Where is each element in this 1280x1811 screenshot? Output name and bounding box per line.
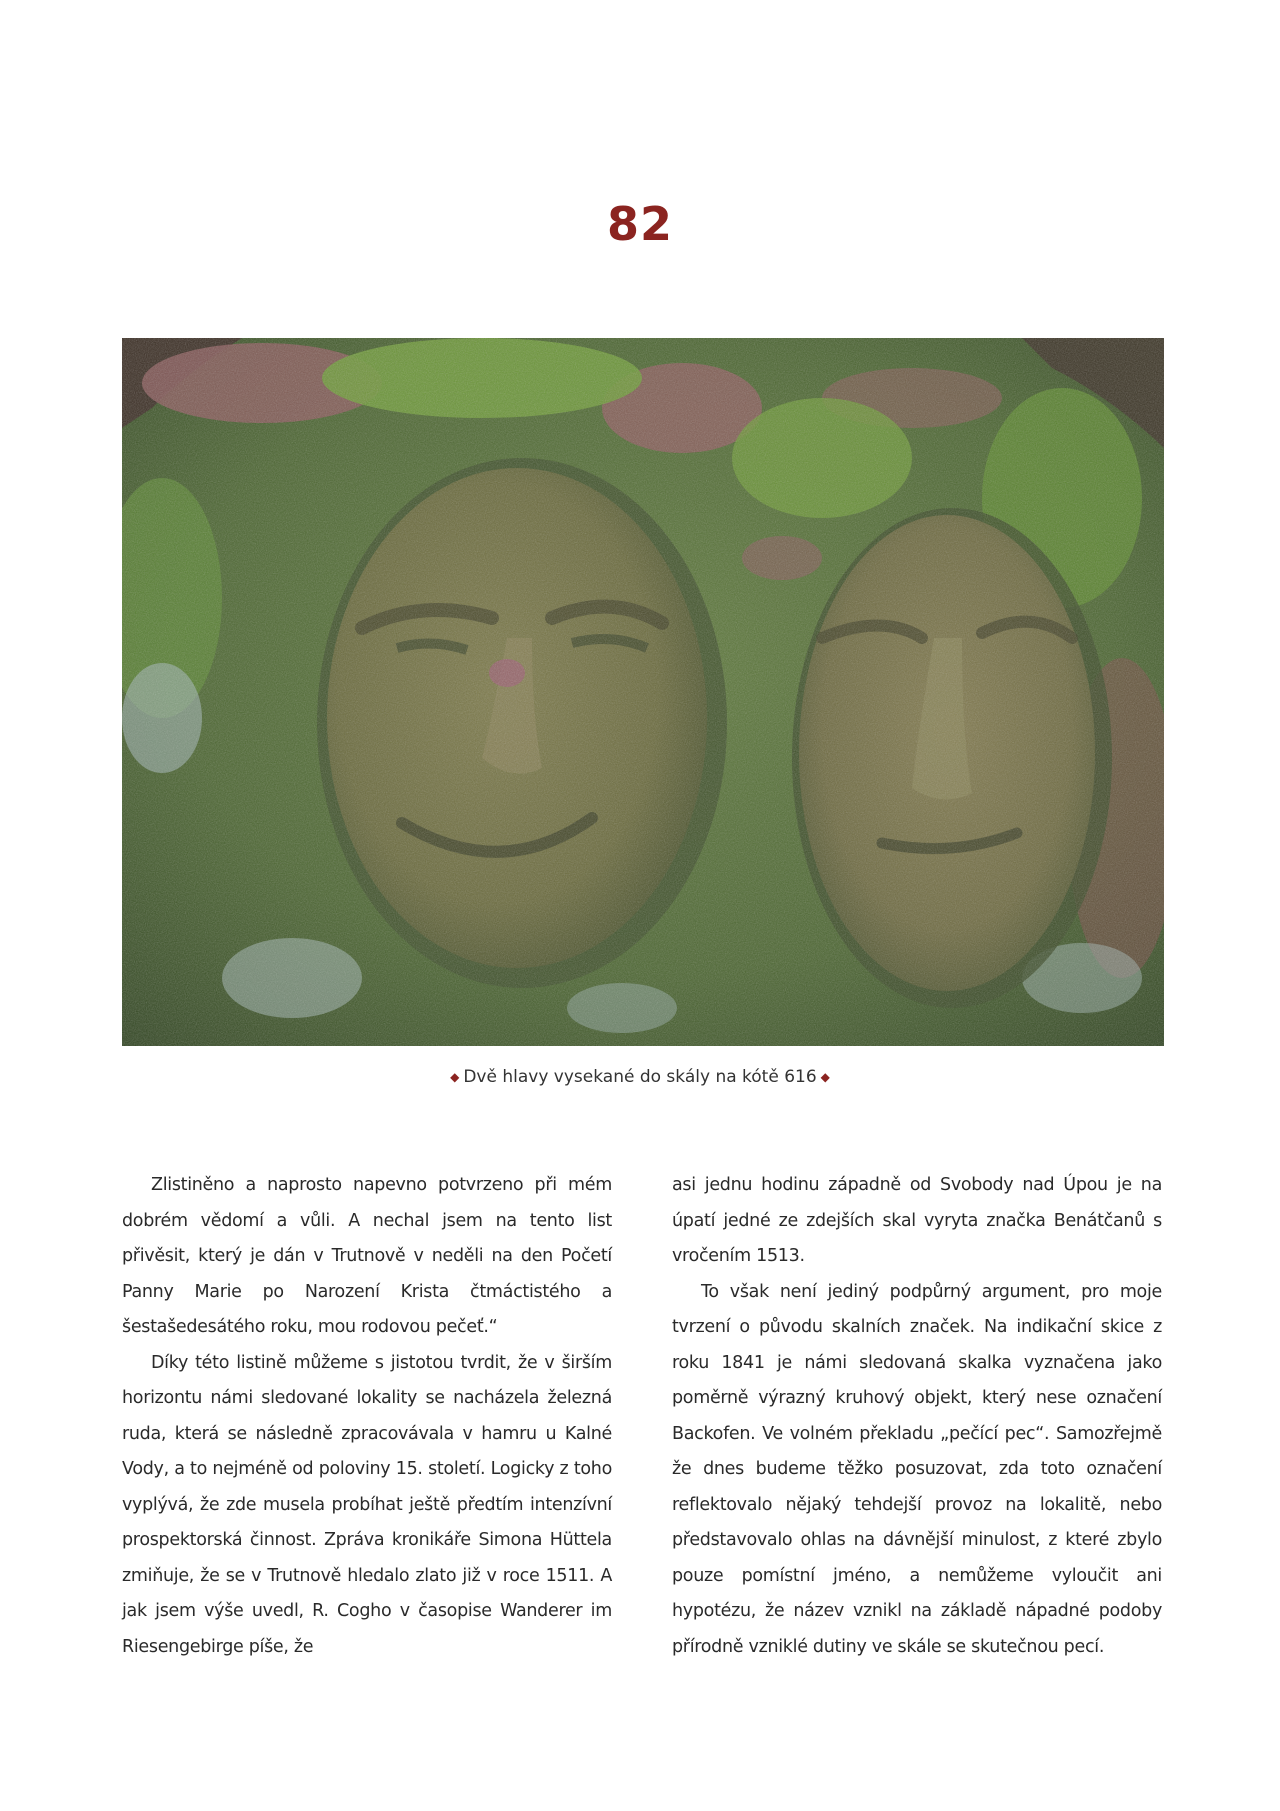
paragraph: asi jednu hodinu západně od Svobody nad Úpou je na úpatí jedné ze zdejších skal vyryta značka Benátčanů s vročením 1513. xyxy=(672,1175,1162,1266)
caption-bullet-left: ◆ xyxy=(450,1070,460,1084)
paragraph: Zlistiněno a naprosto napevno potvrzeno při mém dobrém vědomí a vůli. A nechal jsem na tento list přivěsit, který je dán v Trutnově v neděli na den Početí Panny Marie po Narození Krista čtmáctistého a šestašedesátého roku, mou rodovou pečeť.“ xyxy=(122,1175,612,1337)
paragraph: Díky této listině můžeme s jistotou tvrdit, že v širším horizontu námi sledované lokality se nacházela železná ruda, která se následně zpracovávala v hamru u Kalné Vody, a to nejméně od poloviny 15. století. Logicky z toho vyplývá, že zde musela probíhat ještě předtím intenzívní prospektorská činnost. Zpráva kronikáře Simona Hüttela zmiňuje, že se v Trutnově hledalo zlato již v roce 1511. A jak jsem výše uvedl, R. Cogho v časopise Wanderer im Riesengebirge píše, že xyxy=(122,1352,612,1657)
carved-heads-illustration xyxy=(122,338,1164,1046)
text-column-right xyxy=(672,1168,1162,1665)
caption-bullet-right: ◆ xyxy=(820,1070,830,1084)
page-number: 82 xyxy=(606,197,673,251)
caption-text: Dvě hlavy vysekané do skály na kótě 616 xyxy=(463,1067,817,1087)
text-column-left xyxy=(122,1168,612,1665)
paragraph: To však není jediný podpůrný argument, pro moje tvrzení o původu skalních značek. Na indikační skice z roku 1841 je námi sledovaná skalka vyznačena jako poměrně výrazný kruhový objekt, který nese označení Backofen. Ve volném překladu „pečící pec“. Samozřejmě že dnes budeme těžko posuzovat, zda toto označení reflektovalo nějaký tehdejší provoz na lokalitě, nebo představovalo ohlas na dávnější minulost, z které zbylo pouze pomístní jméno, a nemůžeme vyloučit ani hypotézu, že název vznikl na základě nápadné podoby přírodně vzniklé dutiny ve skále se skutečnou pecí. xyxy=(672,1281,1162,1657)
photo-two-carved-heads xyxy=(122,338,1164,1046)
photo-caption xyxy=(0,1064,1280,1090)
